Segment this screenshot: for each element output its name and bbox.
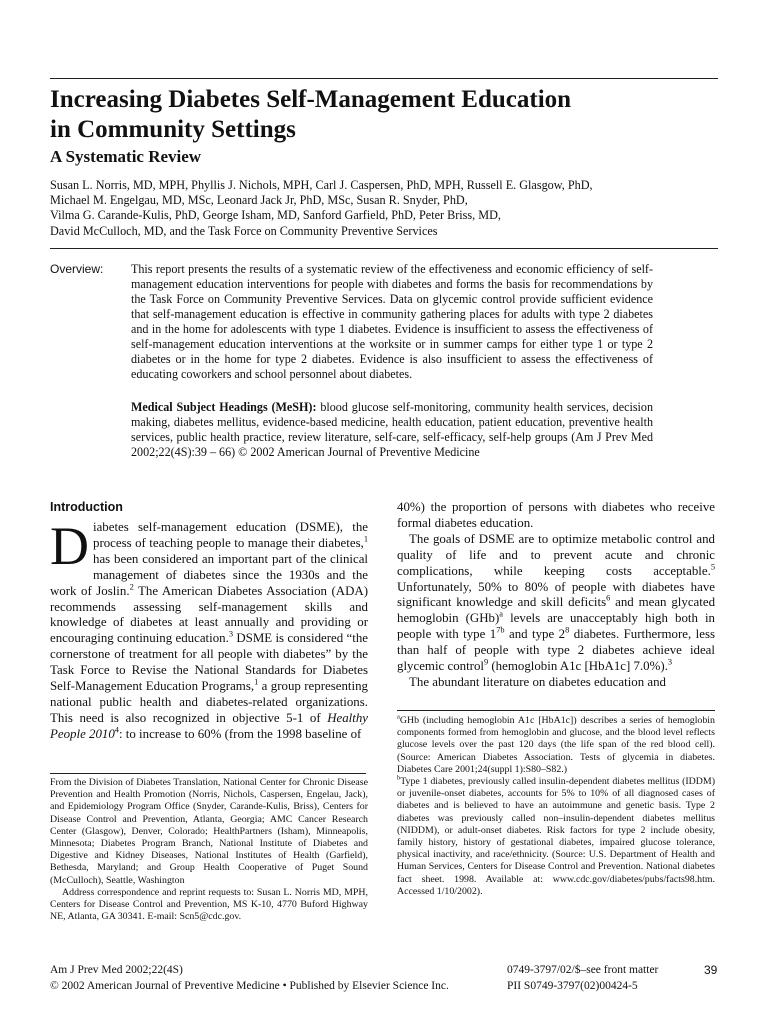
citation: 7b — [496, 625, 505, 635]
copyright-line: © 2002 American Journal of Preventive Medicine • Published by Elsevier Science Inc. — [50, 980, 449, 992]
text-run: a group representing national public health and diabetes-related organizations. This need is also recognized in objective 5-1 of — [50, 679, 368, 725]
right-column-body — [397, 500, 715, 691]
author-list — [50, 178, 730, 239]
title-line-2: in Community Settings — [50, 116, 296, 143]
citation: 3 — [228, 630, 234, 640]
body-paragraph: The abundant literature on diabetes education and — [409, 674, 666, 689]
text-run: diabetes. Furthermore, less than half of people with type 2 diabetes achieve ideal glycemic control — [397, 627, 715, 674]
text-run: and type 2 — [504, 627, 566, 642]
text-run: The American Diabetes Association (ADA) recommends assessing self-management skills and knowledge of diabetes at least annually and providing or encouraging continuing education. — [50, 583, 368, 646]
overview-text: This report presents the results of a systematic review of the effectiveness and economic efficiency of self-management education interventions for people with diabetes and forms the basis for recommendations by the Task Force on Community Preventive Services. Data on glycemic control provide sufficient evidence that self-management education is effective in community gathering places for adults with type 2 diabetes and in the home for adolescents with type 1 diabetes. Evidence is insufficient to assess the effectiveness of self-management education interventions at the worksite or in summer camps for either type 1 or type 2 diabetes or in the home for type 2 diabetes. Evidence is also insufficient to assess the effectiveness of educating coworkers and school personnel about diabetes. — [131, 262, 653, 381]
footnote-marker: a — [397, 713, 400, 721]
article-subtitle: A Systematic Review — [50, 147, 202, 166]
text-run: has been considered an important part of the clinical management of diabetes since the 1930s and the work of Joslin. — [50, 551, 368, 598]
pii-line: PII S0749-3797(02)00424-5 — [507, 980, 638, 992]
affiliation-rule — [50, 773, 366, 774]
intro-paragraph — [50, 516, 369, 743]
author-line: Vilma G. Carande-Kulis, PhD, George Isham, MD, Sanford Garfield, PhD, Peter Briss, MD, — [50, 208, 501, 223]
text-run: and mean glycated hemoglobin (GHb) — [397, 595, 716, 626]
affiliation-note — [50, 777, 368, 923]
footnote-b — [397, 776, 715, 898]
citation: 6 — [606, 594, 611, 604]
footnote-marker: b — [397, 774, 401, 782]
correspondence-text: Address correspondence and reprint requests to: Susan L. Norris MD, MPH, Centers for Disease Control and Prevention, MS K-10, 4770 Buford Highway NE, Atlanta, GA 30341. E-mail: Scn5@cdc.gov. — [50, 886, 368, 923]
citation: 5 — [710, 562, 715, 572]
text-run: (hemoglobin A1c [HbA1c] 7.0%). — [488, 659, 668, 674]
drop-cap: D — [50, 516, 89, 576]
overview-label: Overview: — [50, 262, 104, 276]
issn-line: 0749-3797/02/$–see front matter — [507, 964, 659, 976]
text-run: The goals of DSME are to optimize metabolic control and quality of life and to prevent acute and chronic complications, while keeping costs acceptable. — [397, 531, 715, 578]
author-line: David McCulloch, MD, and the Task Force on Community Preventive Services — [50, 223, 438, 238]
text-run: levels are unacceptably high both in people with type 1 — [397, 611, 715, 642]
author-line: Michael M. Engelgau, MD, MSc, Leonard Jack Jr, PhD, MSc, Susan R. Snyder, PhD, — [50, 193, 468, 208]
title-line-1: Increasing Diabetes Self-Management Education — [50, 86, 572, 113]
page-number: 39 — [704, 963, 718, 977]
citation: 1 — [363, 534, 368, 544]
footnote-text: Type 1 diabetes, previously called insulin-dependent diabetes mellitus (IDDM) or juvenile-onset diabetes, accounts for 5% to 10% of all diagnosed cases of diabetes and is believed to have an autoimmune and genetic basis. Type 2 diabetes was previously called non–insulin-dependent diabetes mellitus (NIDDM), or adult-onset diabetes. Risk factors for type 2 include obesity, family history, history of gestational diabetes, impaired glucose tolerance, physical inactivity, and race/ethnicity. (Source: U.S. Department of Health and Human Services, Centers for Disease Control and Prevention. National diabetes fact sheet. 1998. Available at: www.cdc.gov/diabetes/pubs/facts98.htm. Accessed 1/10/2002). — [397, 776, 715, 897]
page-footer-left — [50, 962, 449, 994]
body-paragraph: 40%) the proportion of persons with diabetes who receive formal diabetes education. — [397, 500, 715, 530]
page-footer-right — [507, 962, 718, 994]
author-line: Susan L. Norris, MD, MPH, Phyllis J. Nichols, MPH, Carl J. Caspersen, PhD, MPH, Russell E. Glasgow, PhD, — [50, 178, 593, 192]
citation: 1 — [254, 677, 259, 687]
citation: 4 — [114, 725, 119, 735]
footnote-rule — [397, 710, 715, 711]
text-run: iabetes self-management education (DSME), the process of teaching people to manage their diabetes, — [93, 520, 368, 550]
mesh-block — [131, 400, 653, 460]
text-run: Unfortunately, 50% to 80% of people with diabetes have significant knowledge and skill deficits — [397, 579, 715, 610]
journal-citation: Am J Prev Med 2002;22(4S) — [50, 964, 183, 976]
left-column-body — [50, 516, 369, 743]
body-paragraph — [397, 532, 715, 675]
italic-title: Healthy People 2010 — [50, 710, 368, 741]
top-rule — [50, 78, 718, 79]
mesh-label: Medical Subject Headings (MeSH): — [131, 400, 317, 414]
affiliation-text: From the Division of Diabetes Translation, National Center for Chronic Disease Prevention and Health Promotion (Norris, Nichols, Caspersen, Engelau, Jack), and Epidemiology Program Office (Snyder, Carande-Kulis, Briss), Centers for Disease Control and Prevention, Atlanta, Georgia; AMC Cancer Research Center (Glasgow), Denver, Colorado; HealthPartners (Isham), Minneapolis, Minnesota; Diabetes Program Branch, National Institute of Diabetes and Digestive and Kidney Diseases, National Institutes of Health (Garfield), Bethesda, Maryland; and Group Health Cooperative of Puget Sound (McCulloch), Seattle, Washington — [50, 777, 368, 886]
citation: 9 — [483, 657, 489, 667]
footnotes — [397, 715, 715, 898]
citation: 2 — [129, 582, 134, 592]
footnote-text: GHb (including hemoglobin A1c [HbA1c]) describes a series of hemoglobin components formed from hemoglobin and glucose, and the blood level reflects glucose levels over the past 120 days (the life span of the red blood cell). (Source: American Diabetes Association. Tests of glycemia in diabetes. Diabetes Care 2001;24(suppl 1):S80–S82.) — [397, 715, 715, 775]
article-title — [50, 85, 730, 145]
text-run: : to increase to 60% (from the 1998 baseline of — [118, 726, 362, 741]
mesh-terms: blood glucose self-monitoring, community health services, decision making, diabetes mellitus, evidence-based medicine, health education, patient education, preventive health services, public health practice, review literature, self-care, self-efficacy, self-help groups (Am J Prev Med 2002;22(4S):39 – 66) © 2002 American Journal of Preventive Medicine — [131, 400, 653, 459]
footnote-marker: a — [499, 610, 504, 620]
text-run: DSME is considered “the cornerstone of treatment for all people with diabetes” by the Task Force to Revise the National Standards for Diabetes Self-Management Education Programs, — [50, 631, 369, 694]
citation: 8 — [565, 625, 570, 635]
citation: 3 — [667, 657, 673, 667]
section-heading-introduction: Introduction — [50, 500, 123, 514]
footnote-a — [397, 715, 715, 776]
header-rule — [50, 248, 718, 249]
